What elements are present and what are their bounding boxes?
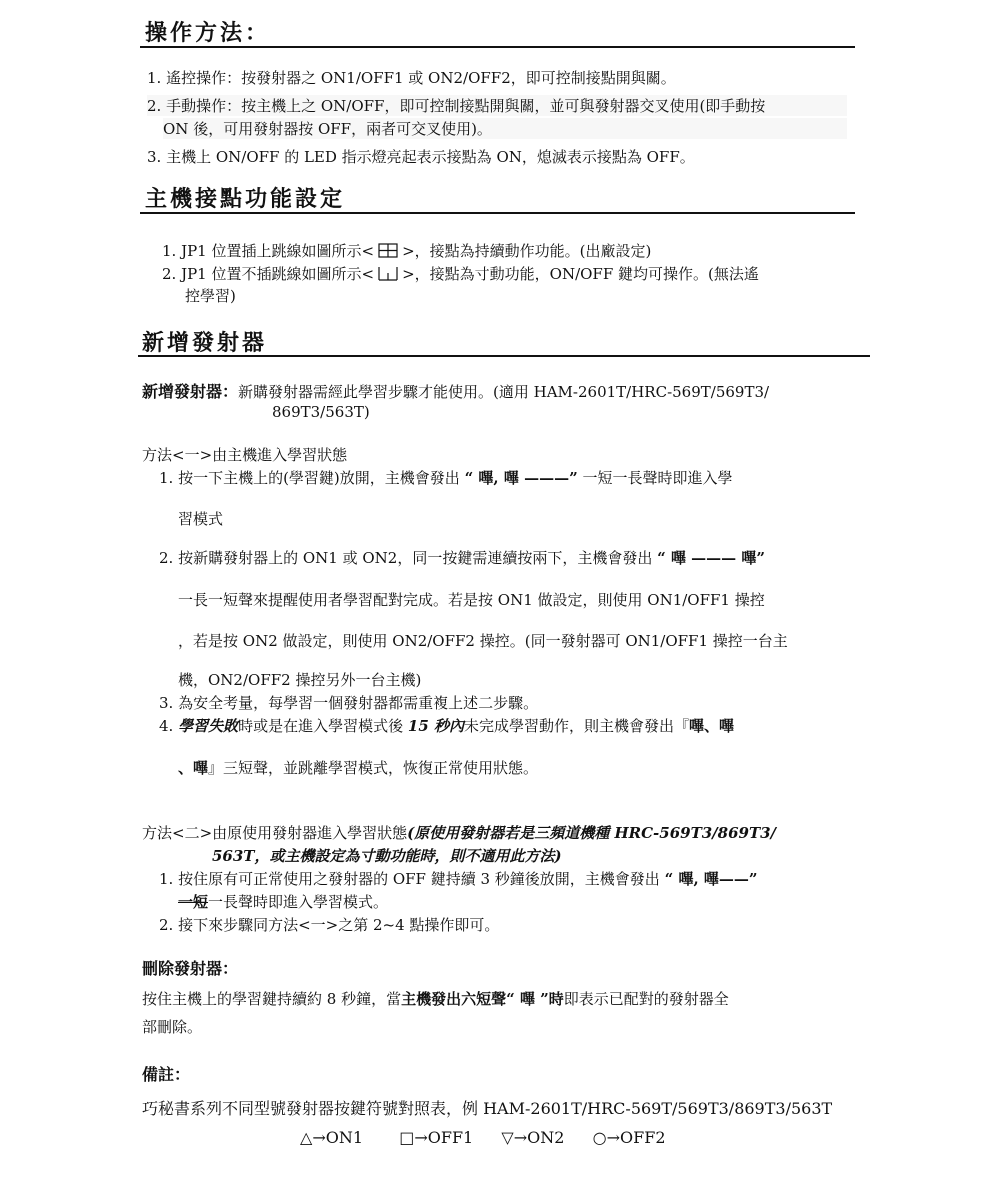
step-text: 1. 按住原有可正常使用之發射器的 OFF 鍵持續 3 秒鐘後放開，主機會發出 (159, 870, 660, 888)
method-1-step-4 (159, 715, 734, 736)
struck-text: 一短 (178, 893, 209, 911)
method-1-step-1-cont: 習模式 (178, 510, 224, 528)
method-1-step-2-line-4: 機，ON2/OFF2 操控另外一台主機) (178, 671, 422, 689)
step-text: 2. 按新購發射器上的 ON1 或 ON2，同一按鍵需連續按兩下，主機會發出 (159, 549, 653, 567)
jumper-item-1-text: 1. JP1 位置插上跳線如圖所示< (162, 242, 375, 260)
legend-label: →OFF2 (606, 1128, 666, 1147)
step-text: 一長聲時即進入學習模式。 (208, 893, 389, 911)
operation-item-1: 1. 遙控操作：按發射器之 ON1/OFF1 或 ON2/OFF2，即可控制接點開與關。 (147, 69, 676, 87)
beep-sound: “ 嗶 ——— 嗶” (657, 549, 766, 567)
method-2-title (142, 822, 776, 843)
method-2-step-1 (159, 868, 758, 889)
jumper-on-icon (378, 243, 398, 258)
section-title-contact-settings: 主機接點功能設定 (145, 187, 346, 212)
section-divider (140, 212, 855, 214)
beep-sound: “ 嗶, 嗶——” (664, 870, 758, 888)
method-2-note-cont: 563T，或主機設定為寸動功能時，則不適用此方法) (212, 847, 562, 865)
method-1-title: 方法<一>由主機進入學習狀態 (142, 446, 348, 464)
beep-sound: 、嗶 (178, 759, 209, 777)
add-intro (142, 379, 769, 402)
step-text: 一短一長聲時即進入學 (582, 469, 733, 487)
section-divider (138, 355, 870, 357)
method-1-step-4-cont (178, 757, 538, 778)
method-1-step-3: 3. 為安全考量，每學習一個發射器都需重複上述二步驟。 (159, 694, 539, 712)
button-symbol-legend (300, 1128, 666, 1147)
triangle-up-icon: △ (300, 1128, 313, 1147)
legend-item (501, 1128, 564, 1147)
legend-label: →ON2 (513, 1128, 565, 1147)
method-1-step-1 (159, 467, 733, 488)
legend-item (300, 1128, 363, 1147)
legend-item (399, 1128, 473, 1147)
method-1-step-2 (159, 547, 765, 568)
legend-item (593, 1128, 666, 1147)
step-text: 4. (159, 717, 179, 735)
jumper-item-1-text-end: >，接點為持續動作功能。(出廠設定) (402, 242, 652, 260)
section-title-add-transmitter: 新增發射器 (142, 331, 268, 356)
legend-label: →OFF1 (414, 1128, 474, 1147)
timeout-text: 15 秒內 (407, 717, 464, 735)
operation-item-2: 2. 手動操作：按主機上之 ON/OFF，即可控制接點開與關，並可與發射器交叉使用(即手動按 (147, 95, 847, 116)
jumper-item-2-text: 2. JP1 位置不插跳線如圖所示< (162, 265, 375, 283)
section-title-remarks: 備註： (142, 1065, 191, 1084)
method-2-step-2: 2. 接下來步驟同方法<一>之第 2~4 點操作即可。 (159, 916, 500, 934)
step-text: 』三短聲，並跳離學習模式，恢復正常使用狀態。 (208, 759, 539, 777)
delete-text-bold: 主機發出六短聲“ 嗶 ”時 (401, 990, 564, 1008)
delete-text-start: 按住主機上的學習鍵持續約 8 秒鐘，當 (142, 990, 402, 1008)
delete-text-end: 即表示已配對的發射器全 (563, 990, 729, 1008)
jumper-off-icon (378, 266, 398, 281)
jumper-item-2 (162, 263, 759, 284)
operation-item-2-cont: ON 後，可用發射器按 OFF，兩者可交叉使用)。 (163, 118, 847, 139)
step-text: 未完成學習動作，則主機會發出『 (464, 717, 690, 735)
jumper-item-1 (162, 240, 651, 261)
triangle-down-icon: ▽ (501, 1128, 514, 1147)
add-intro-cont: 869T3/563T) (272, 403, 370, 421)
remarks-text: 巧秘書系列不同型號發射器按鍵符號對照表，例 HAM-2601T/HRC-569T/569T3/869T3/563T (142, 1099, 833, 1118)
section-title-operation: 操作方法： (145, 21, 271, 46)
method-2-note: (原使用發射器若是三頻道機種 HRC-569T3/869T3/ (407, 824, 777, 842)
jumper-item-2-cont: 控學習) (185, 287, 236, 305)
learn-fail-text: 學習失敗 (178, 717, 239, 735)
method-2-step-1-cont (178, 891, 388, 912)
delete-text-cont: 部刪除。 (142, 1018, 203, 1036)
jumper-item-2-text-end: >，接點為寸動功能，ON/OFF 鍵均可操作。(無法遙 (402, 265, 759, 283)
legend-label: →ON1 (312, 1128, 364, 1147)
add-intro-text: 新購發射器需經此學習步驟才能使用。(適用 HAM-2601T/HRC-569T/569T3/ (238, 383, 770, 401)
circle-icon: ○ (592, 1128, 607, 1147)
operation-item-3: 3. 主機上 ON/OFF 的 LED 指示燈亮起表示接點為 ON，熄滅表示接點為 OFF。 (147, 148, 695, 166)
step-text: 時或是在進入學習模式後 (238, 717, 408, 735)
section-divider (140, 46, 855, 48)
method-2-title-text: 方法<二>由原使用發射器進入學習狀態 (142, 824, 408, 842)
add-intro-label: 新增發射器： (142, 382, 239, 401)
beep-sound: 嗶、嗶 (689, 717, 735, 735)
section-title-delete-transmitter: 刪除發射器： (142, 959, 239, 978)
square-icon: □ (399, 1128, 415, 1147)
beep-sound: “ 嗶, 嗶 ———” (464, 469, 578, 487)
delete-text (142, 988, 729, 1009)
step-text: 1. 按一下主機上的(學習鍵)放開，主機會發出 (159, 469, 460, 487)
method-1-step-2-line-3: ，若是按 ON2 做設定，則使用 ON2/OFF2 操控。(同一發射器可 ON1/OFF1 操控一台主 (178, 632, 788, 650)
method-1-step-2-line-2: 一長一短聲來提醒使用者學習配對完成。若是按 ON1 做設定，則使用 ON1/OFF1 操控 (178, 591, 765, 609)
